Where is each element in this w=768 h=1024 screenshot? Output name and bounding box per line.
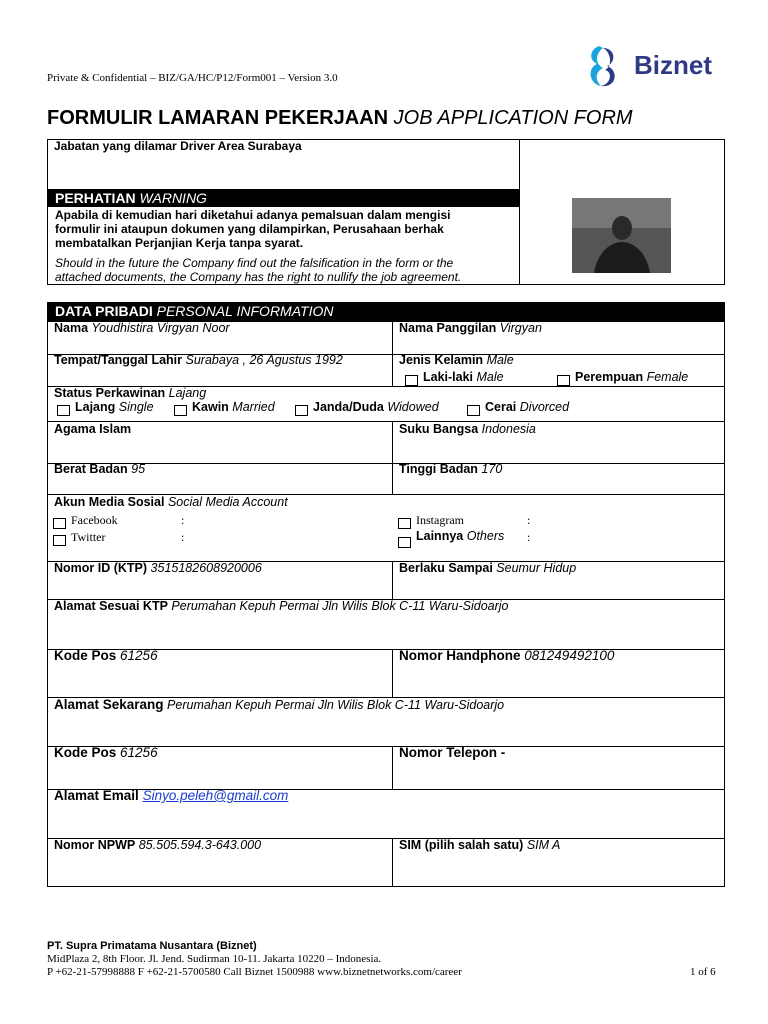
field-agama[interactable]: Agama Islam [54, 422, 132, 436]
checkbox-laki-laki[interactable] [405, 375, 418, 386]
field-nomor-ktp[interactable]: Nomor ID (KTP) 3515182608920006 [54, 561, 262, 575]
personal-info-header: DATA PRIBADI PERSONAL INFORMATION [47, 302, 725, 321]
field-jenis-kelamin: Jenis Kelamin Male [399, 353, 514, 367]
field-kode-pos-ktp[interactable]: Kode Pos 61256 [54, 648, 158, 663]
field-nomor-handphone[interactable]: Nomor Handphone 081249492100 [399, 648, 615, 663]
checkbox-instagram[interactable] [398, 518, 411, 529]
label-lainnya: Lainnya Others [416, 529, 505, 543]
field-status-perkawinan: Status Perkawinan Lajang [54, 386, 207, 400]
label-twitter: Twitter [71, 530, 106, 544]
field-alamat-ktp[interactable]: Alamat Sesuai KTP Perumahan Kepuh Permai Jln Wilis Blok C-11 Waru-Sidoarjo [54, 599, 509, 613]
applicant-photo [572, 198, 671, 273]
twitter-colon: : [181, 530, 185, 544]
field-tempat-tanggal-lahir[interactable]: Tempat/Tanggal Lahir Surabaya , 26 Agustus 1992 [54, 353, 343, 367]
label-facebook: Facebook [71, 513, 118, 527]
footer-address: MidPlaza 2, 8th Floor. Jl. Jend. Sudirman 10-11. Jakarta 10220 – Indonesia. [47, 953, 382, 965]
footer-company: PT. Supra Primatama Nusantara (Biznet) [47, 940, 257, 952]
checkbox-twitter[interactable] [53, 535, 66, 546]
field-berat-badan[interactable]: Berat Badan 95 [54, 462, 146, 476]
checkbox-facebook[interactable] [53, 518, 66, 529]
label-janda-duda: Janda/Duda Widowed [313, 400, 439, 414]
checkbox-cerai[interactable] [467, 405, 480, 416]
field-alamat-email[interactable]: Alamat Email Sinyo.peleh@gmail.com [54, 788, 289, 803]
checkbox-kawin[interactable] [174, 405, 187, 416]
field-suku-bangsa[interactable]: Suku Bangsa Indonesia [399, 422, 536, 436]
label-laki-laki: Laki-laki Male [423, 370, 504, 384]
lainnya-colon: : [527, 530, 531, 544]
field-nama[interactable]: Nama Youdhistira Virgyan Noor [54, 321, 230, 335]
field-nama-panggilan[interactable]: Nama Panggilan Virgyan [399, 321, 542, 335]
label-perempuan: Perempuan Female [575, 370, 689, 384]
field-nomor-telepon[interactable]: Nomor Telepon - [399, 745, 506, 760]
field-berlaku-sampai[interactable]: Berlaku Sampai Seumur Hidup [399, 561, 577, 575]
checkbox-janda-duda[interactable] [295, 405, 308, 416]
label-cerai: Cerai Divorced [485, 400, 570, 414]
field-alamat-sekarang[interactable]: Alamat Sekarang Perumahan Kepuh Permai Jln Wilis Blok C-11 Waru-Sidoarjo [54, 697, 505, 712]
position-applied: Jabatan yang dilamar Driver Area Surabaya [54, 139, 302, 153]
field-nomor-npwp[interactable]: Nomor NPWP 85.505.594.3-643.000 [54, 838, 262, 852]
warning-text-en: Should in the future the Company find out the falsification in the form or the attached documents, the Company has the right to nullify the job agreement. [55, 256, 462, 284]
footer-contact: P +62-21-57998888 F +62-21-5700580 Call Biznet 1500988 www.biznetnetworks.com/career [47, 966, 462, 978]
warning-text-id: Apabila di kemudian hari diketahui adanya pemalsuan dalam mengisi formulir ini ataupun dokumen yang dilampirkan, Perusahaan berhak membatalkan Perjanjian Kerja tanpa syarat. [55, 208, 451, 250]
checkbox-lajang[interactable] [57, 405, 70, 416]
instagram-colon: : [527, 513, 531, 527]
field-social-media: Akun Media Sosial Social Media Account [54, 495, 288, 509]
field-tinggi-badan[interactable]: Tinggi Badan 170 [399, 462, 503, 476]
facebook-colon: : [181, 513, 185, 527]
form-title: FORMULIR LAMARAN PEKERJAAN JOB APPLICATION FORM [47, 107, 633, 129]
label-lajang: Lajang Single [75, 400, 154, 414]
document-code: Private & Confidential – BIZ/GA/HC/P12/Form001 – Version 3.0 [47, 72, 338, 84]
label-instagram: Instagram [416, 513, 464, 527]
page-number: 1 of 6 [690, 966, 716, 978]
checkbox-lainnya[interactable] [398, 537, 411, 548]
biznet-logo-icon [585, 42, 629, 92]
field-kode-pos-sekarang[interactable]: Kode Pos 61256 [54, 745, 158, 760]
checkbox-perempuan[interactable] [557, 375, 570, 386]
field-sim[interactable]: SIM (pilih salah satu) SIM A [399, 838, 561, 852]
biznet-logo-text: Biznet [634, 50, 712, 80]
warning-header: PERHATIAN WARNING [47, 189, 519, 207]
label-kawin: Kawin Married [192, 400, 275, 414]
email-link[interactable]: Sinyo.peleh@gmail.com [142, 788, 289, 803]
